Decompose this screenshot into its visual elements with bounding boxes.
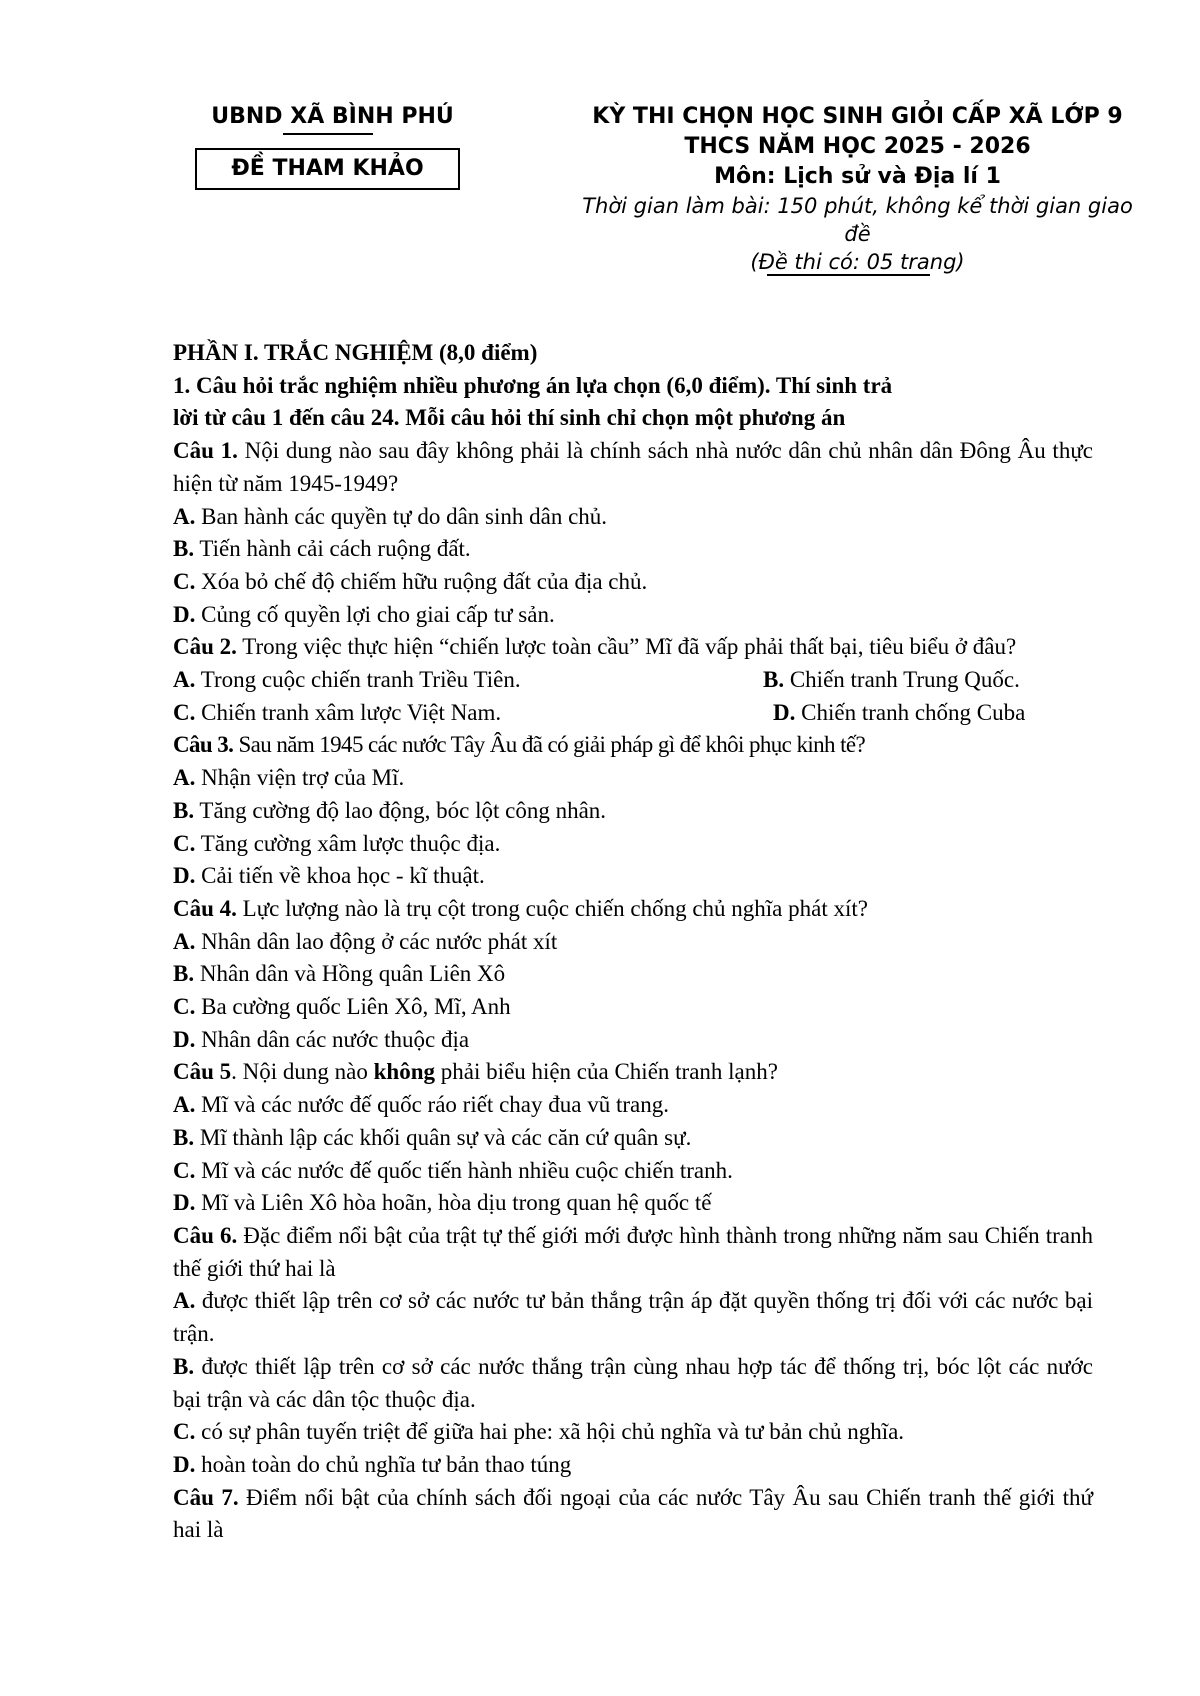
exam-title-line1: KỲ THI CHỌN HỌC SINH GIỎI CẤP XÃ LỚP 9	[592, 104, 1123, 129]
authority-underline	[283, 133, 373, 135]
option-text: Chiến tranh Trung Quốc.	[784, 667, 1020, 693]
option-key: D.	[173, 1190, 196, 1216]
option-b	[173, 795, 1093, 828]
option-d	[763, 697, 1093, 730]
question-label: Câu 5	[173, 1059, 232, 1085]
question-2	[173, 631, 1093, 664]
option-text: Trong cuộc chiến tranh Triều Tiên.	[195, 667, 521, 693]
option-key: D.	[173, 1026, 196, 1052]
option-key: A.	[173, 765, 196, 791]
question-text: Đặc điểm nổi bật của trật tự thế giới mới được hình thành trong những năm sau Chiến tranh thế giới thứ hai là	[173, 1222, 1093, 1281]
option-text: Cải tiến về khoa học - kĩ thuật.	[195, 863, 485, 889]
option-a	[173, 1089, 1093, 1122]
issuing-authority: UBND XÃ BÌNH PHÚ	[211, 104, 454, 129]
exam-info	[535, 102, 1180, 276]
option-b	[173, 958, 1093, 991]
question-text: Lực lượng nào là trụ cột trong cuộc chiến chống chủ nghĩa phát xít?	[236, 895, 868, 921]
option-text: Mĩ và Liên Xô hòa hoãn, hòa dịu trong quan hệ quốc tế	[195, 1190, 712, 1216]
option-text: được thiết lập trên cơ sở các nước thắng trận cùng nhau hợp tác để thống trị, bóc lột các nước bại trận và các dân tộc thuộc địa.	[173, 1353, 1093, 1412]
question-label: Câu 3.	[173, 732, 234, 758]
option-key: D.	[173, 863, 196, 889]
option-text: Mĩ thành lập các khối quân sự và các căn cứ quân sự.	[194, 1124, 692, 1150]
question-label: Câu 7.	[173, 1484, 239, 1510]
option-key: D.	[173, 601, 196, 627]
option-b	[763, 664, 1093, 697]
question-6	[173, 1220, 1093, 1285]
options-row-cd	[173, 697, 1093, 730]
option-text: Chiến tranh chống Cuba	[795, 699, 1026, 725]
option-key: C.	[173, 1419, 196, 1445]
option-d	[173, 1024, 1093, 1057]
exam-subject: Môn: Lịch sử và Địa lí 1	[714, 164, 1001, 189]
question-3	[173, 729, 1093, 762]
question-text: Trong việc thực hiện “chiến lược toàn cầu” Mĩ đã vấp phải thất bại, tiêu biểu ở đâu?	[236, 634, 1017, 660]
option-text: được thiết lập trên cơ sở các nước tư bản thắng trận áp đặt quyền thống trị đối với các nước bại trận.	[173, 1288, 1093, 1347]
option-c	[173, 1155, 1093, 1188]
question-text: Sau năm 1945 các nước Tây Âu đã có giải pháp gì để khôi phục kinh tế?	[233, 732, 866, 758]
options-row-ab	[173, 664, 1093, 697]
option-key: B.	[763, 667, 785, 693]
part-title: PHẦN I. TRẮC NGHIỆM (8,0 điểm)	[173, 340, 538, 365]
exam-body	[173, 337, 1093, 1547]
option-key: C.	[173, 699, 196, 725]
option-text: có sự phân tuyến triệt để giữa hai phe: xã hội chủ nghĩa và tư bản chủ nghĩa.	[195, 1419, 905, 1445]
option-key: B.	[173, 536, 195, 562]
question-7	[173, 1482, 1093, 1547]
option-key: A.	[173, 928, 196, 954]
option-a	[173, 926, 1093, 959]
option-a	[173, 501, 1093, 534]
option-key: C.	[173, 830, 196, 856]
option-d	[173, 1449, 1093, 1482]
option-c	[173, 566, 1093, 599]
option-key: C.	[173, 568, 196, 594]
option-key: A.	[173, 503, 196, 529]
question-emphasis: không	[373, 1059, 435, 1085]
option-text: Củng cố quyền lợi cho giai cấp tư sản.	[195, 601, 555, 627]
option-key: B.	[173, 1353, 195, 1379]
option-key: A.	[173, 1092, 196, 1118]
option-key: B.	[173, 1124, 195, 1150]
option-d	[173, 860, 1093, 893]
exam-time-line1: Thời gian làm bài: 150 phút, không kể thời gian giao	[582, 194, 1133, 218]
option-b	[173, 533, 1093, 566]
option-text: Chiến tranh xâm lược Việt Nam.	[195, 699, 502, 725]
option-text: Tiến hành cải cách ruộng đất.	[194, 536, 471, 562]
option-c	[173, 828, 1093, 861]
option-b	[173, 1122, 1093, 1155]
option-c	[173, 1416, 1093, 1449]
option-c	[173, 697, 763, 730]
option-text: Nhận viện trợ của Mĩ.	[195, 765, 405, 791]
section-instruction-line1: 1. Câu hỏi trắc nghiệm nhiều phương án lựa chọn (6,0 điểm). Thí sinh trả	[173, 372, 893, 398]
reference-exam-box: ĐỀ THAM KHẢO	[195, 148, 460, 190]
question-text: Điểm nổi bật của chính sách đối ngoại của các nước Tây Âu sau Chiến tranh thế giới thứ hai là	[173, 1484, 1093, 1543]
option-text: Mĩ và các nước đế quốc ráo riết chay đua vũ trang.	[195, 1092, 669, 1118]
option-text: Tăng cường xâm lược thuộc địa.	[195, 830, 501, 856]
option-key: D.	[773, 699, 796, 725]
question-label: Câu 1.	[173, 438, 238, 464]
option-a	[173, 1285, 1093, 1350]
question-text: Nội dung nào sau đây không phải là chính sách nhà nước dân chủ nhân dân Đông Âu thực hiện từ năm 1945-1949?	[173, 438, 1094, 496]
option-c	[173, 991, 1093, 1024]
option-key: C.	[173, 1157, 196, 1183]
option-text: Tăng cường độ lao động, bóc lột công nhân.	[194, 797, 607, 823]
option-a	[173, 664, 763, 697]
option-b	[173, 1351, 1093, 1416]
section-instruction-line2: lời từ câu 1 đến câu 24. Mỗi câu hỏi thí sinh chỉ chọn một phương án	[173, 405, 846, 431]
option-key: D.	[173, 1451, 196, 1477]
exam-title-line2: THCS NĂM HỌC 2025 - 2026	[684, 134, 1031, 159]
question-5	[173, 1056, 1093, 1089]
exam-header	[0, 0, 1200, 320]
option-key: B.	[173, 961, 195, 987]
question-text-after: phải biểu hiện của Chiến tranh lạnh?	[435, 1059, 778, 1085]
exam-time-line2: đề	[844, 222, 871, 246]
option-text: Ban hành các quyền tự do dân sinh dân chủ.	[195, 503, 608, 529]
option-text: hoàn toàn do chủ nghĩa tư bản thao túng	[195, 1451, 572, 1477]
option-text: Mĩ và các nước đế quốc tiến hành nhiều cuộc chiến tranh.	[195, 1157, 733, 1183]
exam-pages-note: (Đề thi có: 05 trang)	[750, 250, 965, 274]
pages-note-underline	[767, 274, 930, 276]
option-text: Nhân dân và Hồng quân Liên Xô	[194, 961, 506, 987]
option-text: Ba cường quốc Liên Xô, Mĩ, Anh	[195, 994, 511, 1020]
option-key: B.	[173, 797, 195, 823]
option-key: A.	[173, 1288, 196, 1314]
option-key: A.	[173, 667, 196, 693]
option-d	[173, 599, 1093, 632]
option-key: C.	[173, 994, 196, 1020]
question-label: Câu 4.	[173, 895, 237, 921]
question-label: Câu 6.	[173, 1222, 238, 1248]
option-a	[173, 762, 1093, 795]
option-d	[173, 1187, 1093, 1220]
option-text: Nhân dân lao động ở các nước phát xít	[195, 928, 558, 954]
question-1	[173, 435, 1093, 500]
option-text: Nhân dân các nước thuộc địa	[195, 1026, 470, 1052]
question-label: Câu 2.	[173, 634, 237, 660]
question-4	[173, 893, 1093, 926]
option-text: Xóa bỏ chế độ chiếm hữu ruộng đất của địa chủ.	[195, 568, 648, 594]
question-text-before: . Nội dung nào	[231, 1059, 374, 1085]
